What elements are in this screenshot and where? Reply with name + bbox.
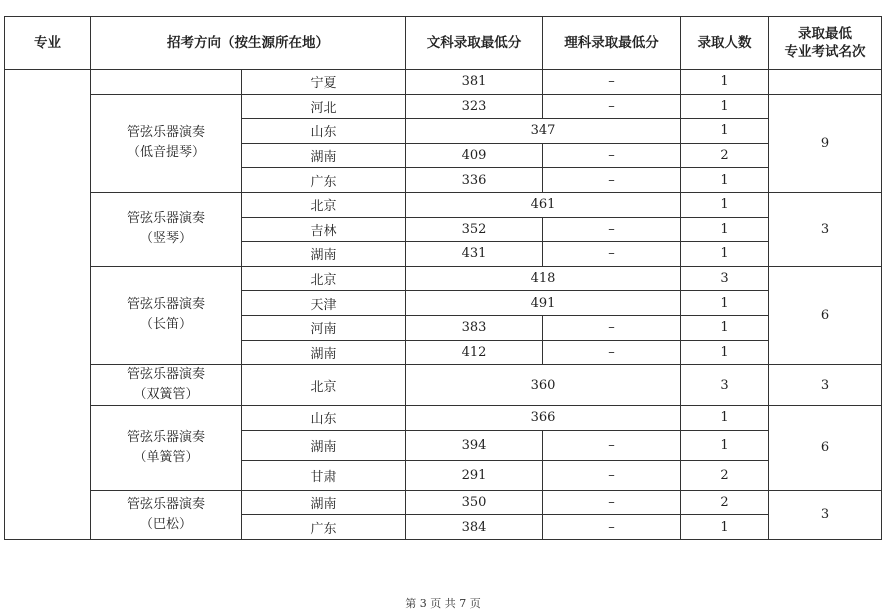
header-admitted: 录取人数 bbox=[681, 17, 769, 70]
province-cell: 甘肃 bbox=[242, 460, 406, 490]
table-row bbox=[5, 490, 882, 515]
header-major: 专业 bbox=[5, 17, 91, 70]
province-cell: 天津 bbox=[242, 291, 406, 316]
admitted-count-cell: 1 bbox=[681, 192, 769, 217]
merged-score-cell: 366 bbox=[406, 406, 681, 431]
province-cell: 湖南 bbox=[242, 143, 406, 168]
admitted-count-cell: 1 bbox=[681, 406, 769, 431]
group-cell-empty bbox=[91, 70, 242, 95]
arts-score-cell: 323 bbox=[406, 94, 543, 119]
arts-score-cell: 352 bbox=[406, 217, 543, 242]
science-score-cell: – bbox=[543, 70, 681, 95]
science-score-cell: – bbox=[543, 143, 681, 168]
group-instrument: （竖琴） bbox=[139, 231, 192, 247]
admitted-count-cell: 2 bbox=[681, 490, 769, 515]
admission-table bbox=[4, 16, 882, 540]
group-name: 管弦乐器演奏 bbox=[126, 125, 205, 141]
group-name: 管弦乐器演奏 bbox=[126, 429, 205, 445]
rank-cell: 3 bbox=[769, 365, 882, 406]
arts-score-cell: 291 bbox=[406, 460, 543, 490]
header-rank bbox=[769, 17, 882, 70]
page-footer: 第 3 页 共 7 页 bbox=[405, 597, 481, 610]
group-instrument: （双簧管） bbox=[133, 387, 199, 403]
admitted-count-cell: 2 bbox=[681, 460, 769, 490]
science-score-cell: – bbox=[543, 315, 681, 340]
admitted-count-cell: 1 bbox=[681, 119, 769, 144]
merged-score-cell: 491 bbox=[406, 291, 681, 316]
admitted-count-cell: 1 bbox=[681, 430, 769, 460]
admitted-count-cell: 3 bbox=[681, 266, 769, 291]
science-score-cell: – bbox=[543, 340, 681, 365]
header-direction: 招考方向（按生源所在地） bbox=[91, 17, 406, 70]
rank-cell: 3 bbox=[769, 192, 882, 266]
province-cell: 湖南 bbox=[242, 430, 406, 460]
province-cell: 湖南 bbox=[242, 242, 406, 267]
group-instrument: （单簧管） bbox=[133, 449, 199, 465]
province-cell: 北京 bbox=[242, 365, 406, 406]
header-science-min: 理科录取最低分 bbox=[543, 17, 681, 70]
major-cell bbox=[5, 70, 91, 540]
group-name: 管弦乐器演奏 bbox=[126, 367, 205, 383]
header-row bbox=[5, 17, 882, 70]
arts-score-cell: 381 bbox=[406, 70, 543, 95]
arts-score-cell: 383 bbox=[406, 315, 543, 340]
group-instrument: （长笛） bbox=[139, 317, 192, 333]
header-rank-line1: 录取最低 bbox=[798, 26, 852, 42]
merged-score-cell: 461 bbox=[406, 192, 681, 217]
arts-score-cell: 394 bbox=[406, 430, 543, 460]
rank-cell: 3 bbox=[769, 490, 882, 539]
science-score-cell: – bbox=[543, 94, 681, 119]
admitted-count-cell: 1 bbox=[681, 94, 769, 119]
province-cell: 北京 bbox=[242, 266, 406, 291]
province-cell: 宁夏 bbox=[242, 70, 406, 95]
admitted-count-cell: 1 bbox=[681, 242, 769, 267]
group-cell bbox=[91, 490, 242, 539]
rank-cell: 6 bbox=[769, 406, 882, 491]
table-row bbox=[5, 266, 882, 291]
science-score-cell: – bbox=[543, 460, 681, 490]
rank-cell: 9 bbox=[769, 94, 882, 192]
merged-score-cell: 360 bbox=[406, 365, 681, 406]
arts-score-cell: 384 bbox=[406, 515, 543, 540]
admitted-count-cell: 2 bbox=[681, 143, 769, 168]
province-cell: 山东 bbox=[242, 406, 406, 431]
admitted-count-cell: 1 bbox=[681, 340, 769, 365]
table-row bbox=[5, 94, 882, 119]
province-cell: 广东 bbox=[242, 515, 406, 540]
table-row bbox=[5, 70, 882, 95]
admitted-count-cell: 1 bbox=[681, 70, 769, 95]
province-cell: 吉林 bbox=[242, 217, 406, 242]
science-score-cell: – bbox=[543, 515, 681, 540]
province-cell: 河北 bbox=[242, 94, 406, 119]
province-cell: 广东 bbox=[242, 168, 406, 193]
arts-score-cell: 409 bbox=[406, 143, 543, 168]
admitted-count-cell: 1 bbox=[681, 315, 769, 340]
admitted-count-cell: 1 bbox=[681, 217, 769, 242]
admitted-count-cell: 1 bbox=[681, 291, 769, 316]
province-cell: 北京 bbox=[242, 192, 406, 217]
province-cell: 山东 bbox=[242, 119, 406, 144]
arts-score-cell: 412 bbox=[406, 340, 543, 365]
table-row bbox=[5, 365, 882, 406]
arts-score-cell: 350 bbox=[406, 490, 543, 515]
group-name: 管弦乐器演奏 bbox=[126, 211, 205, 227]
rank-cell: 6 bbox=[769, 266, 882, 364]
group-name: 管弦乐器演奏 bbox=[126, 496, 205, 512]
science-score-cell: – bbox=[543, 217, 681, 242]
arts-score-cell: 336 bbox=[406, 168, 543, 193]
admitted-count-cell: 1 bbox=[681, 515, 769, 540]
province-cell: 河南 bbox=[242, 315, 406, 340]
group-cell bbox=[91, 266, 242, 364]
rank-cell-empty bbox=[769, 70, 882, 95]
merged-score-cell: 418 bbox=[406, 266, 681, 291]
table-row bbox=[5, 192, 882, 217]
province-cell: 湖南 bbox=[242, 340, 406, 365]
header-arts-min: 文科录取最低分 bbox=[406, 17, 543, 70]
header-rank-line2: 专业考试名次 bbox=[784, 44, 866, 60]
group-cell bbox=[91, 192, 242, 266]
science-score-cell: – bbox=[543, 168, 681, 193]
merged-score-cell: 347 bbox=[406, 119, 681, 144]
group-cell bbox=[91, 365, 242, 406]
group-cell bbox=[91, 406, 242, 491]
science-score-cell: – bbox=[543, 242, 681, 267]
science-score-cell: – bbox=[543, 430, 681, 460]
arts-score-cell: 431 bbox=[406, 242, 543, 267]
table-row bbox=[5, 406, 882, 431]
admitted-count-cell: 3 bbox=[681, 365, 769, 406]
province-cell: 湖南 bbox=[242, 490, 406, 515]
group-cell bbox=[91, 94, 242, 192]
science-score-cell: – bbox=[543, 490, 681, 515]
group-instrument: （低音提琴） bbox=[126, 145, 205, 161]
group-instrument: （巴松） bbox=[139, 516, 192, 532]
admitted-count-cell: 1 bbox=[681, 168, 769, 193]
group-name: 管弦乐器演奏 bbox=[126, 297, 205, 313]
